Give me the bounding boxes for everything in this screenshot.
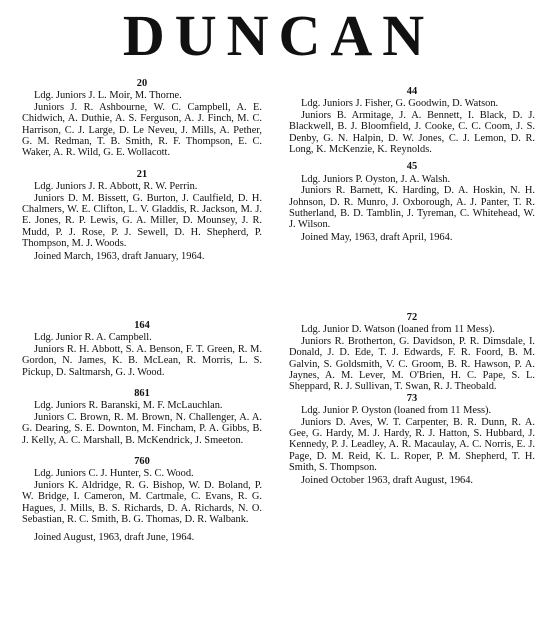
mess-section-44 — [289, 86, 535, 155]
juniors-list: Juniors K. Aldridge, R. G. Bishop, W. D. Boland, P. W. Bridge, I. Cameron, M. Cartmale, C. Evans, R. G. Hagues, J. Mills, B. S. Richards, D. A. Richards, N. O. Sebastian, R. C. Smith, B. G. Thomas, D. R. Walbank. — [22, 479, 262, 526]
mess-number: 21 — [136, 168, 148, 180]
leading-juniors: Ldg. Juniors R. Baranski, M. F. McLauchlan. — [34, 400, 223, 412]
joined-draft-note: Joined August, 1963, draft June, 1964. — [34, 531, 195, 543]
mess-section-73 — [289, 393, 535, 474]
leading-juniors: Ldg. Junior R. A. Campbell. — [34, 332, 152, 344]
right-block-1 — [289, 86, 535, 243]
mess-section-45 — [289, 161, 535, 230]
mess-section-72 — [289, 312, 535, 393]
juniors-list: Juniors C. Brown, R. M. Brown, N. Challenger, A. A. G. Dearing, S. E. Downton, M. Fincham, P. A. Gibbs, B. J. Kelly, A. C. Marshall, B. McKendrick, J. Smeeton. — [22, 411, 262, 446]
mess-section-760 — [22, 456, 262, 525]
mess-number: 164 — [134, 320, 150, 331]
leading-juniors: Ldg. Junior P. Oyston (loaned from 11 Mess). — [301, 405, 492, 417]
leading-juniors: Ldg. Juniors P. Oyston, J. A. Walsh. — [301, 173, 451, 185]
leading-juniors: Ldg. Juniors C. J. Hunter, S. C. Wood. — [34, 468, 194, 480]
mess-section-21 — [22, 169, 262, 250]
juniors-list: Juniors D. M. Bissett, G. Burton, J. Caulfield, D. H. Chalmers, W. E. Clifton, L. V. Gladdis, R. Jackson, M. J. E. Jones, R. P. Lewis, G. A. Miller, D. Mounsey, J. R. Mudd, P. J. Rose, P. J. Sewell, D. H. Shepherd, P. Thompson, M. J. Woods. — [22, 192, 262, 250]
mess-number: 73 — [406, 392, 418, 404]
mess-number: 44 — [406, 86, 418, 97]
juniors-list: Juniors R. H. Abbott, S. A. Benson, F. T. Green, R. M. Gordon, N. James, K. B. McLean, R. Morris, L. S. Pickup, D. Saltmarsh, G. J. Wood. — [22, 343, 262, 378]
joined-draft-note: Joined March, 1963, draft January, 1964. — [34, 250, 205, 262]
mess-number: 760 — [134, 456, 150, 468]
juniors-list: Juniors D. Aves, W. T. Carpenter, B. R. Dunn, R. A. Gee, G. Hardy, M. J. Hardy, R. J. Hatton, S. Hubbard, J. Kennedy, P. J. Leadley, A. R. Macaulay, A. C. Norris, E. J. Page, D. M. Reid, K. L. Roper, P. M. Shepherd, T. H. Smith, S. Thompson. — [289, 416, 535, 474]
joined-draft-note: Joined October 1963, draft August, 1964. — [301, 474, 473, 486]
page-title: DUNCAN — [122, 3, 435, 68]
mess-number: 45 — [406, 161, 418, 173]
mess-number: 20 — [136, 78, 148, 89]
mess-section-861 — [22, 388, 262, 446]
mess-section-164 — [22, 320, 262, 378]
juniors-list: Juniors J. R. Ashbourne, W. C. Campbell, A. E. Chidwich, A. Duthie, A. S. Ferguson, A. J. Finch, M. C. Harrison, C. J. Large, D. Le Neveu, J. Mills, A. Pether, G. M. Redman, T. B. Smith, R. F. Thompson, E. C. Waker, A. R. Wild, G. E. Wollacott. — [22, 101, 262, 159]
juniors-list: Juniors B. Armitage, J. A. Bennett, I. Black, D. J. Blackwell, B. J. Bloomfield, J. Cooke, C. C. Coom, J. S. Denby, G. N. Halpin, D. W. Jones, C. J. Lemon, D. R. Long, K. McKenzie, K. Reynolds. — [289, 109, 535, 156]
right-block-2 — [289, 312, 535, 486]
left-block-2 — [22, 320, 262, 543]
juniors-list: Juniors R. Barnett, K. Harding, D. A. Hoskin, N. H. Johnson, D. R. Munro, J. Oxborough, A. J. Panter, T. R. Sutherland, B. D. Tamblin, J. Tyreman, C. Whitehead, W. J. Wilson. — [289, 185, 535, 231]
leading-juniors: Ldg. Juniors J. Fisher, G. Goodwin, D. Watson. — [301, 98, 499, 110]
mess-number: 72 — [406, 312, 418, 323]
juniors-list: Juniors R. Brotherton, G. Davidson, P. R. Dimsdale, I. Donald, J. D. Ede, T. J. Edwards, F. R. Foord, B. M. Galvin, S. Goldsmith, V. C. Groom, B. R. Hawson, P. A. Jaynes, A. M. Lever, M. O'Brien, H. C. Pape, S. L. Sheppard, R. J. Sullivan, T. Swan, R. J. Theobald. — [289, 335, 535, 393]
left-block-1 — [22, 78, 262, 262]
leading-juniors: Ldg. Juniors J. R. Abbott, R. W. Perrin. — [34, 181, 198, 193]
joined-draft-note: Joined May, 1963, draft April, 1964. — [301, 231, 453, 243]
mess-section-20 — [22, 78, 262, 159]
leading-juniors: Ldg. Junior D. Watson (loaned from 11 Mess). — [301, 324, 495, 336]
mess-number: 861 — [134, 388, 150, 400]
leading-juniors: Ldg. Juniors J. L. Moir, M. Thorne. — [34, 90, 182, 102]
